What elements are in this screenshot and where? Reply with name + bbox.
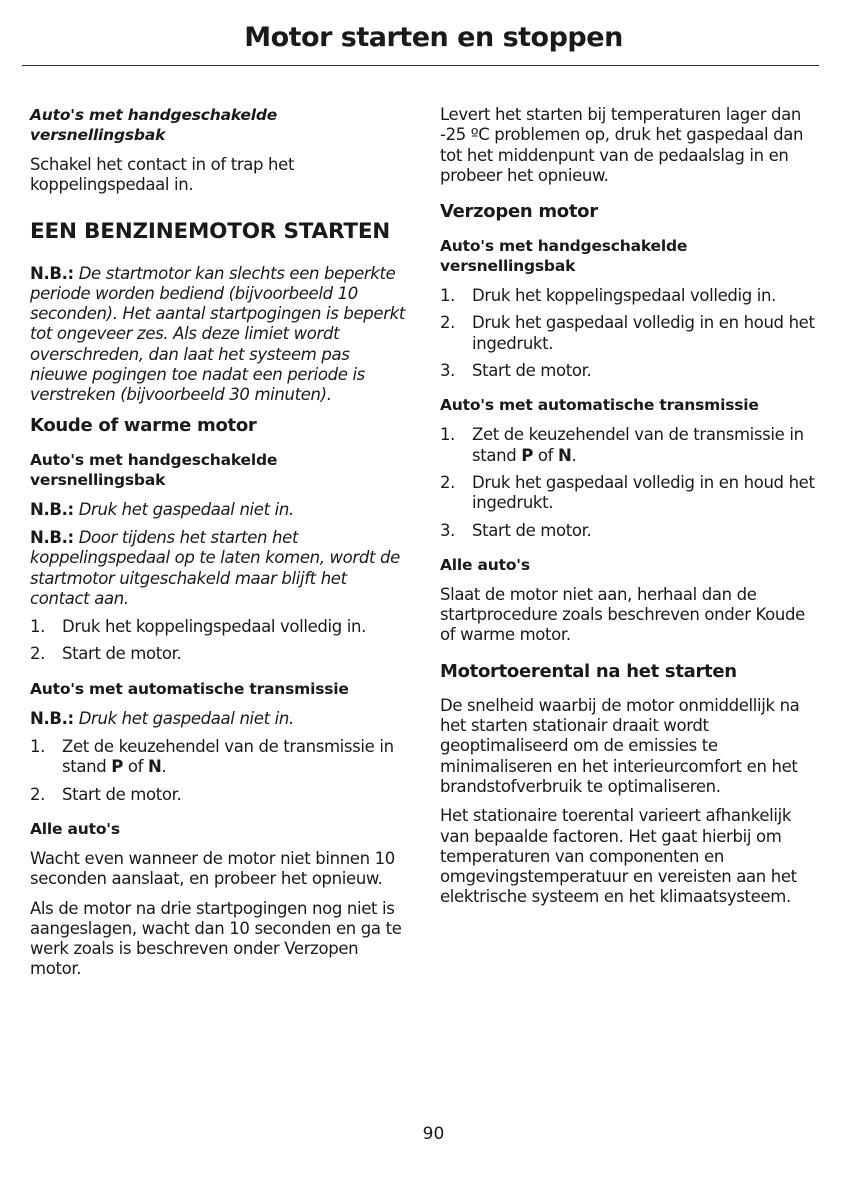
list-item xyxy=(440,313,825,354)
steps-list-manual xyxy=(440,286,825,381)
list-number: 2. xyxy=(30,644,46,664)
list-number: 3. xyxy=(440,361,456,381)
subheading-automatic: Auto's met automatische transmissie xyxy=(440,396,759,415)
steps-list-automatic xyxy=(30,737,410,805)
list-text: Zet de keuzehendel van de transmissie in stand P of N. xyxy=(472,425,804,465)
note-label: N.B.: xyxy=(30,263,74,283)
steps-list-automatic xyxy=(440,425,825,540)
list-item xyxy=(30,737,410,778)
steps-list-manual xyxy=(30,617,410,665)
list-item xyxy=(440,473,825,514)
list-number: 1. xyxy=(30,617,46,637)
heading-engine-speed-after-start: Motortoerental na het starten xyxy=(440,660,737,682)
list-item xyxy=(440,361,825,381)
list-number: 3. xyxy=(440,520,456,540)
heading-cold-warm-engine: Koude of warme motor xyxy=(30,414,257,436)
list-number: 2. xyxy=(440,472,456,492)
list-text: Druk het koppelingspedaal volledig in. xyxy=(472,286,777,306)
list-text: Druk het koppelingspedaal volledig in. xyxy=(62,617,367,637)
subheading-manual-gearbox: Auto's met handgeschakelde versnellingsbak xyxy=(30,450,278,489)
list-number: 2. xyxy=(30,784,46,804)
note-accelerator xyxy=(30,500,410,520)
list-item xyxy=(440,521,825,541)
heading-flooded-engine: Verzopen motor xyxy=(440,201,598,223)
note-label: N.B.: xyxy=(30,499,74,519)
right-column xyxy=(440,105,825,917)
list-number: 1. xyxy=(440,286,456,306)
list-item xyxy=(440,425,825,466)
list-text: Druk het gaspedaal volledig in en houd het ingedrukt. xyxy=(472,313,815,353)
left-column xyxy=(30,105,410,989)
note-text: Druk het gaspedaal niet in. xyxy=(78,499,294,519)
subheading-all-cars: Alle auto's xyxy=(30,819,120,838)
page-number: 90 xyxy=(422,1124,445,1144)
paragraph-three-attempts: Als de motor na drie startpogingen nog niet is aangeslagen, wacht dan 10 seconden en ga te werk zoals is beschreven onder Verzopen motor. xyxy=(30,898,402,979)
paragraph-cold-temperatures: Levert het starten bij temperaturen lager dan -25 ºC problemen op, druk het gaspedaal dan tot het middenpunt van de pedaalslag in en probeer het opnieuw. xyxy=(440,105,804,185)
list-number: 1. xyxy=(30,737,46,757)
note-accelerator xyxy=(30,709,410,729)
note-label: N.B.: xyxy=(30,527,74,547)
list-text: Start de motor. xyxy=(472,361,592,381)
list-item xyxy=(30,785,410,805)
page-title: Motor starten en stoppen xyxy=(244,22,623,53)
paragraph-contact: Schakel het contact in of trap het koppelingspedaal in. xyxy=(30,155,295,195)
paragraph-wait: Wacht even wanneer de motor niet binnen 10 seconden aanslaat, en probeer het opnieuw. xyxy=(30,848,395,889)
list-text: Start de motor. xyxy=(62,784,182,804)
list-text: Druk het gaspedaal volledig in en houd het ingedrukt. xyxy=(472,472,815,513)
paragraph-idle-speed: De snelheid waarbij de motor onmiddellijk na het starten stationair draait wordt geoptimaliseerd om de emissies te minimaliseren en het interieurcomfort en het brandstofverbruik te optimaliseren. xyxy=(440,695,800,796)
subheading-manual-gearbox: Auto's met handgeschakelde versnellingsbak xyxy=(440,237,688,276)
header-divider xyxy=(22,65,819,66)
list-text: Start de motor. xyxy=(62,644,182,664)
note-text: De startmotor kan slechts een beperkte periode worden bediend (bijvoorbeeld 10 seconden). Het aantal startpogingen is beperkt tot ongeveer zes. Als deze limiet wordt overschreden, dan laat het systeem pas nieuwe pogingen toe nadat een periode is verstreken (bijvoorbeeld 30 minuten). xyxy=(30,263,405,405)
list-item xyxy=(30,617,410,637)
paragraph-idle-variation: Het stationaire toerental varieert afhankelijk van bepaalde factoren. Het gaat hierbij om temperaturen van componenten en omgevingstemperatuur en vereisten aan het elektrische systeem en het klimaatsysteem. xyxy=(440,806,797,907)
subheading-automatic: Auto's met automatische transmissie xyxy=(30,679,349,698)
note-text: Door tijdens het starten het koppelingspedaal op te laten komen, wordt de startmotor uitgeschakeld maar blijft het contact aan. xyxy=(30,527,400,608)
note-text: Druk het gaspedaal niet in. xyxy=(78,708,294,728)
subheading-manual-gearbox: Auto's met handgeschakelde versnellingsbak xyxy=(30,106,278,144)
list-item xyxy=(30,644,410,664)
note-clutch xyxy=(30,528,410,609)
note-startmotor xyxy=(30,264,410,406)
list-number: 1. xyxy=(440,425,456,445)
note-label: N.B.: xyxy=(30,708,74,728)
subheading-all-cars: Alle auto's xyxy=(440,555,530,574)
list-number: 2. xyxy=(440,313,456,333)
list-text: Zet de keuzehendel van de transmissie in stand P of N. xyxy=(62,737,394,777)
list-item xyxy=(440,286,825,306)
paragraph-engine-not-starting: Slaat de motor niet aan, herhaal dan de startprocedure zoals beschreven onder Koude of warme motor. xyxy=(440,584,805,645)
list-text: Start de motor. xyxy=(472,520,592,540)
section-heading-petrol-engine: EEN BENZINEMOTOR STARTEN xyxy=(30,218,391,244)
